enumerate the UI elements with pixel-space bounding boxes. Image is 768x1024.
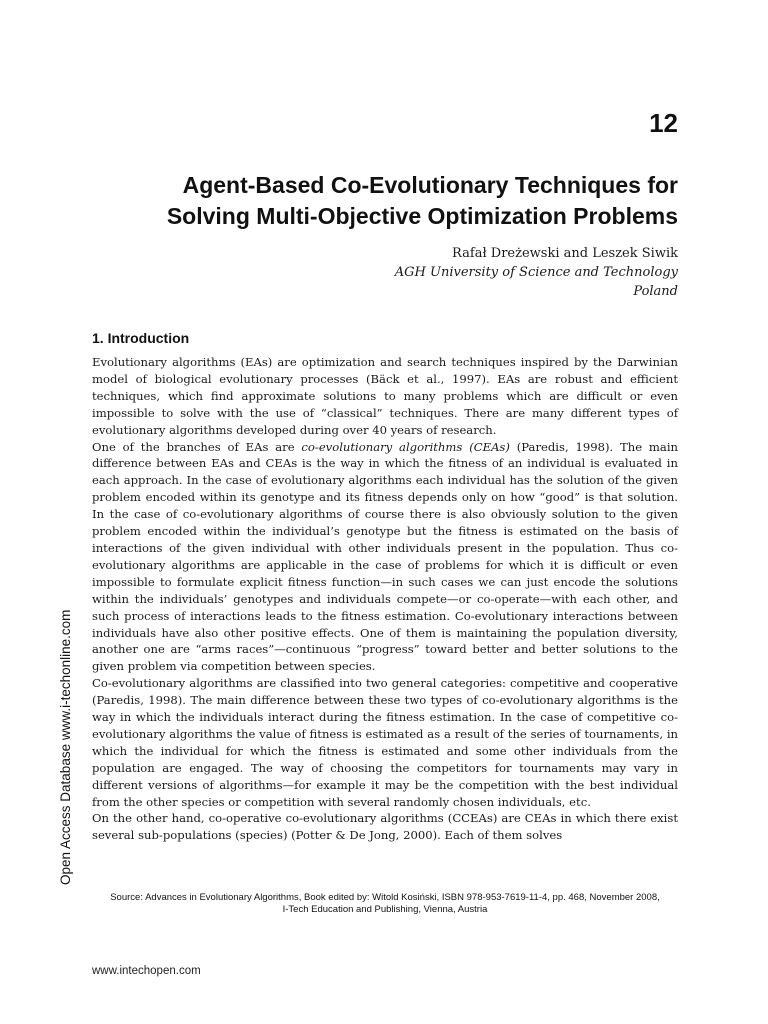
paragraph-3: Co-evolutionary algorithms are classified into two general categories: competitive and cooperative (Paredis, 1998). The main difference between these two types of co-evolutionary algorithms is the way in which the individuals interact during the fitness estimation. In the case of competitive co-evolutionary algorithms the value of fitness is estimated as a result of the series of tournaments, in which the individual for which the fitness is estimated and some other individuals from the population are engaged. The way of choosing the competitors for tournaments may vary in different versions of algorithms—for example it may be the competition with the best individual from the other species or competition with several randomly chosen individuals, etc. [92, 676, 678, 809]
section-heading: 1. Introduction [92, 330, 190, 346]
source-line-2: I-Tech Education and Publishing, Vienna, Austria [282, 904, 488, 915]
paragraph-2-italic-term: co-evolutionary algorithms (CEAs) [301, 439, 510, 454]
chapter-number: 12 [649, 108, 678, 138]
title-line-1: Agent-Based Co-Evolutionary Techniques for [182, 172, 678, 198]
author-affiliation: AGH University of Science and Technology [394, 265, 678, 280]
source-line-1: Source: Advances in Evolutionary Algorithms, Book edited by: Witold Kosiński, ISBN 978-953-7619-11-4, pp. 468, November 2008, [110, 892, 660, 903]
paragraph-2 [92, 439, 678, 676]
author-country: Poland [633, 284, 678, 299]
paragraph-2-rest: (Paredis, 1998). The main difference between EAs and CEAs is the way in which the fitness of an individual is evaluated in each approach. In the case of evolutionary algorithms each individual has the solution of the given problem encoded within its genotype and its fitness depends only on how “good” is that solution. In the case of co-evolutionary algorithms of course there is also obviously solution to the given problem encoded within the individual’s genotype but the fitness is estimated on the basis of interactions of the given individual with other individuals present in the population. Thus co-evolutionary algorithms are applicable in the case of problems for which it is difficult or even impossible to formulate explicit fitness function—in such cases we can just encode the solutions within the individuals’ genotypes and individuals compete—or co-operate—with each other, and such process of interactions leads to the fitness estimation. Co-evolutionary interactions between individuals have also other positive effects. One of them is maintaining the population diversity, another one are “arms races”—continuous “progress” toward better and better solutions to the given problem via competition between species. [92, 439, 678, 674]
source-note [92, 892, 678, 916]
paragraph-1: Evolutionary algorithms (EAs) are optimization and search techniques inspired by the Darwinian model of biological evolutionary processes (Bäck et al., 1997). EAs are robust and efficient techniques, which find approximate solutions to many problems which are difficult or even impossible to solve with the use of “classical” techniques. There are many different types of evolutionary algorithms developed during over 40 years of research. [92, 355, 678, 437]
paragraph-4: On the other hand, co-operative co-evolutionary algorithms (CCEAs) are CEAs in which there exist several sub-populations (species) (Potter & De Jong, 2000). Each of them solves [92, 811, 678, 843]
body-text [92, 354, 678, 844]
author-block [395, 244, 678, 301]
author-names: Rafał Dreżewski and Leszek Siwik [452, 246, 678, 261]
chapter-title [78, 170, 678, 232]
paragraph-2-start: One of the branches of EAs are [92, 439, 302, 454]
sidebar-database-link[interactable]: Open Access Database www.i-techonline.com [58, 609, 73, 885]
footer-url-link[interactable]: www.intechopen.com [92, 965, 201, 977]
title-line-2: Solving Multi-Objective Optimization Problems [166, 203, 678, 229]
